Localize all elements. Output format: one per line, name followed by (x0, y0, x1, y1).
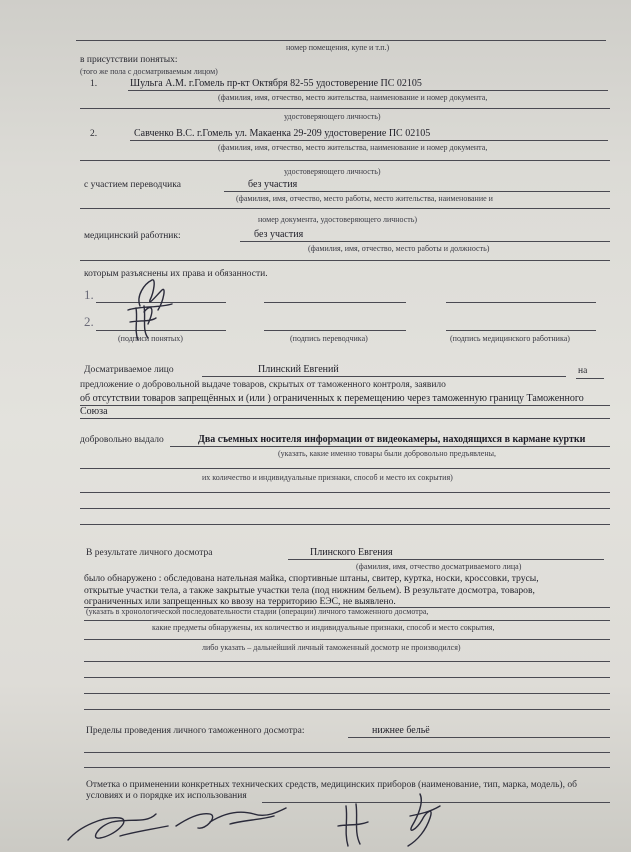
room-caption: номер помещения, купе и т.п.) (286, 43, 390, 52)
medic-sign-line-1 (446, 302, 596, 303)
witness-1-line-2 (80, 108, 610, 109)
offer-line-3: Союза (80, 406, 108, 417)
found-line-1: было обнаружено : обследована нательная майка, спортивные штаны, свитер, куртка, носки, кроссовки, трусы, (84, 573, 539, 584)
medic-label: медицинский работник: (84, 231, 181, 241)
bottom-signature-4 (390, 786, 450, 850)
witness-signature-2 (118, 300, 168, 345)
surrendered-value: Два съемных носителя информации от видеокамеры, находящихся в кармане куртки (198, 434, 586, 445)
rights-text: которым разъяснены их права и обязанности. (84, 269, 268, 279)
translator-sign-line-1 (264, 302, 406, 303)
person-suffix: на (578, 366, 588, 376)
witness-2-line (130, 140, 608, 141)
found-line-3: ограниченных или запрещенных ко ввозу на территорию ЕЭС, не выявлено. (84, 596, 396, 607)
translator-label: с участием переводчика (84, 180, 181, 190)
witnesses-sign-caption: (подписи понятых) (118, 334, 183, 343)
result-label: В результате личного досмотра (86, 548, 213, 558)
person-value: Плинский Евгений (258, 364, 339, 375)
blank-line-7 (84, 709, 610, 710)
blank-line-1 (80, 492, 610, 493)
limits-line (348, 737, 610, 738)
result-line-b (84, 639, 610, 640)
translator-value: без участия (248, 179, 298, 190)
blank-line-2 (80, 508, 610, 509)
witness-2-caption-2: удостоверяющего личность) (284, 167, 381, 176)
sign-number-2: 2. (84, 314, 94, 329)
witness-1-value: Шульга А.М. г.Гомель пр-кт Октября 82-55 удостоверение ПС 02105 (130, 78, 422, 89)
blank-line-6 (84, 693, 610, 694)
room-line (76, 40, 606, 41)
blank-line-4 (84, 661, 610, 662)
translator-sign-line-2 (264, 330, 406, 331)
surrendered-caption-2: их количество и индивидуальные признаки, способ и место их сокрытия) (202, 473, 453, 482)
surrendered-label: добровольно выдало (80, 435, 164, 445)
result-line-a (84, 620, 610, 621)
offer-underline-3 (80, 418, 610, 419)
tech-line-1: Отметка о применении конкретных технических средств, медицинских приборов (наименование, тип, марка, модель), об (86, 780, 577, 790)
blank-line-5 (84, 677, 610, 678)
witness-2-value: Савченко В.С. г.Гомель ул. Макаенка 29-209 удостоверение ПС 02105 (134, 128, 431, 139)
medic-value: без участия (254, 229, 304, 240)
translator-sign-caption: (подпись переводчика) (290, 334, 368, 343)
blank-line-3 (80, 524, 610, 525)
medic-line (240, 241, 610, 242)
result-caption-b: какие предметы обнаружены, их количество и индивидуальные признаки, способ и место сокрытия, (152, 623, 495, 632)
translator-caption: (фамилия, имя, отчество, место работы, место жительства, наименование и (236, 194, 493, 203)
witness-1-line (128, 90, 608, 91)
witness-2-number: 2. (90, 129, 98, 139)
limits-label: Пределы проведения личного таможенного досмотра: (86, 726, 305, 736)
result-caption-a: (указать в хронологической последовательности стадии (операции) личного таможенного досмотра, (86, 607, 429, 616)
medic-sign-line-2 (446, 330, 596, 331)
translator-caption-2: номер документа, удостоверяющего личность) (258, 215, 418, 224)
bottom-signature-2 (170, 790, 290, 840)
medic-sign-caption: (подпись медицинского работника) (450, 334, 570, 343)
witnesses-intro: в присутствии понятых: (80, 55, 178, 65)
limits-value: нижнее бельё (372, 725, 430, 736)
sign-number-1: 1. (84, 287, 94, 302)
witness-1-caption: (фамилия, имя, отчество, место жительства, наименование и номер документа, (218, 93, 488, 102)
blank-line-9 (84, 767, 610, 768)
tech-line-2: условиях и о порядке их использования (86, 791, 247, 801)
offer-line-1: предложение о добровольной выдаче товаров, скрытых от таможенного контроля, заявило (80, 380, 446, 390)
surrendered-caption: (указать, какие именно товары были добровольно предъявлены, (278, 449, 496, 458)
offer-line-2: об отсутствии товаров запрещённых и (или ) ограниченных к перемещению через таможенную границу Таможенного (80, 393, 584, 404)
bottom-signature-3 (330, 796, 380, 852)
result-value: Плинского Евгения (310, 547, 393, 558)
person-label: Досматриваемое лицо (84, 365, 174, 375)
found-line-2: открытые участки тела, а также закрытые участки тела (под нижним бельем). В результате досмотра, товаров, (84, 585, 535, 596)
medic-caption: (фамилия, имя, отчество, место работы и должность) (308, 244, 490, 253)
surrendered-line (170, 446, 610, 447)
person-suffix-line (576, 378, 604, 379)
witness-1-number: 1. (90, 79, 98, 89)
result-line (288, 559, 604, 560)
person-line (202, 376, 566, 377)
surrendered-line-2 (80, 468, 610, 469)
translator-line-2 (80, 208, 610, 209)
witnesses-intro-note: (того же пола с досматриваемым лицом) (80, 67, 218, 76)
result-caption: (фамилия, имя, отчество досматриваемого лица) (356, 562, 522, 571)
medic-line-2 (80, 260, 610, 261)
offer-underline-2 (80, 405, 610, 406)
bottom-signature-1 (60, 796, 180, 852)
translator-line (224, 191, 610, 192)
witness-2-caption: (фамилия, имя, отчество, место жительства, наименование и номер документа, (218, 143, 488, 152)
witness-1-caption-2: удостоверяющего личность) (284, 112, 381, 121)
witness-2-line-2 (80, 160, 610, 161)
blank-line-8 (84, 752, 610, 753)
result-caption-c: либо указать – дальнейший личный таможенный досмотр не производился) (202, 643, 461, 652)
